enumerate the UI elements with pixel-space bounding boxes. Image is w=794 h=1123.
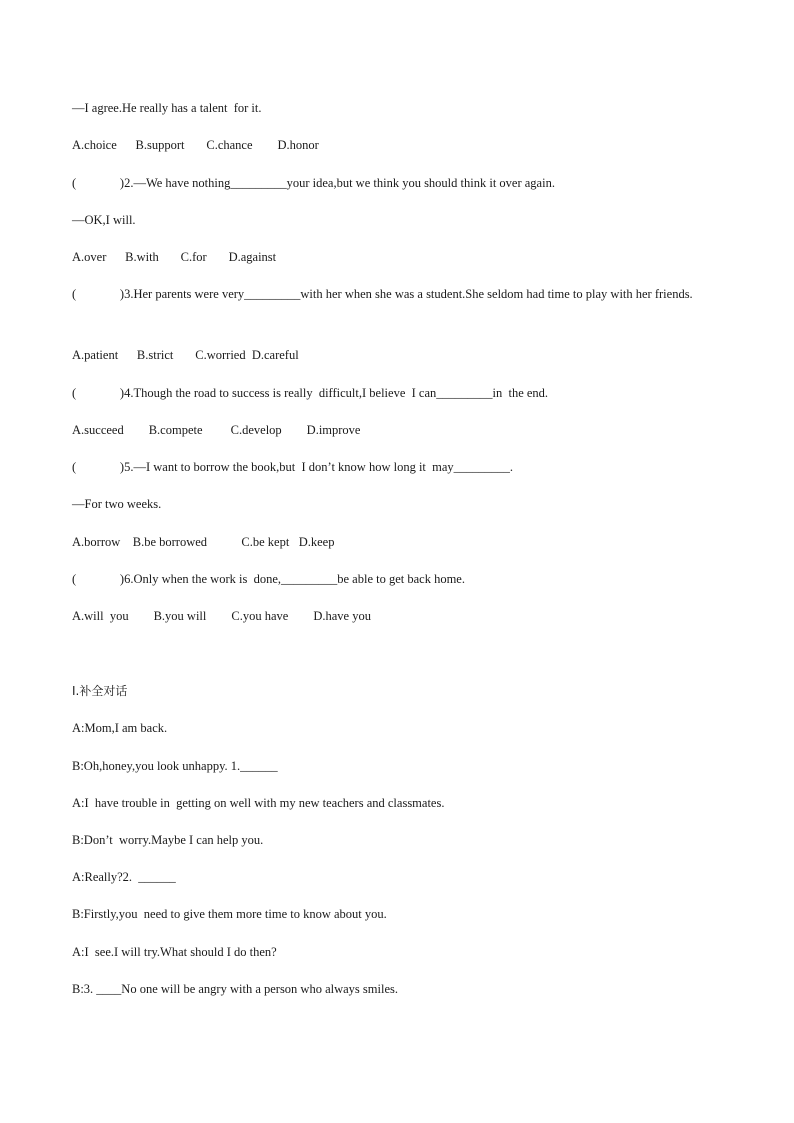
answer-options: A.succeed B.compete C.develop D.improve: [72, 423, 361, 437]
dialogue-line: —OK,I will.: [72, 213, 136, 227]
dialogue-line: B:3. ____No one will be angry with a person who always smiles.: [72, 982, 398, 996]
question-6: ( )6.Only when the work is done,_________be able to get back home.: [72, 572, 465, 586]
answer-options: A.borrow B.be borrowed C.be kept D.keep: [72, 535, 335, 549]
answer-options: A.choice B.support C.chance D.honor: [72, 138, 319, 152]
section-heading: Ⅰ.补全对话: [72, 684, 128, 698]
question-3: ( )3.Her parents were very_________with her when she was a student.She seldom had time to play with her friends.: [72, 287, 693, 301]
answer-options: A.over B.with C.for D.against: [72, 250, 277, 264]
question-2: ( )2.—We have nothing_________your idea,but we think you should think it over again.: [72, 176, 555, 190]
dialogue-line: B:Don’t worry.Maybe I can help you.: [72, 833, 264, 847]
dialogue-line: B:Firstly,you need to give them more time to know about you.: [72, 907, 387, 921]
question-5: ( )5.—I want to borrow the book,but I don’t know how long it may_________.: [72, 460, 514, 474]
dialogue-line: A:I have trouble in getting on well with my new teachers and classmates.: [72, 796, 445, 810]
dialogue-line: A:I see.I will try.What should I do then?: [72, 945, 277, 959]
answer-options: A.will you B.you will C.you have D.have you: [72, 609, 371, 623]
question-4: ( )4.Though the road to success is really difficult,I believe I can_________in the end.: [72, 386, 549, 400]
dialogue-line: B:Oh,honey,you look unhappy. 1.______: [72, 759, 278, 773]
dialogue-line: A:Mom,I am back.: [72, 721, 168, 735]
dialogue-line: A:Really?2. ______: [72, 870, 176, 884]
dialogue-line: —For two weeks.: [72, 497, 162, 511]
dialogue-line: —I agree.He really has a talent for it.: [72, 101, 262, 115]
answer-options: A.patient B.strict C.worried D.careful: [72, 348, 299, 362]
